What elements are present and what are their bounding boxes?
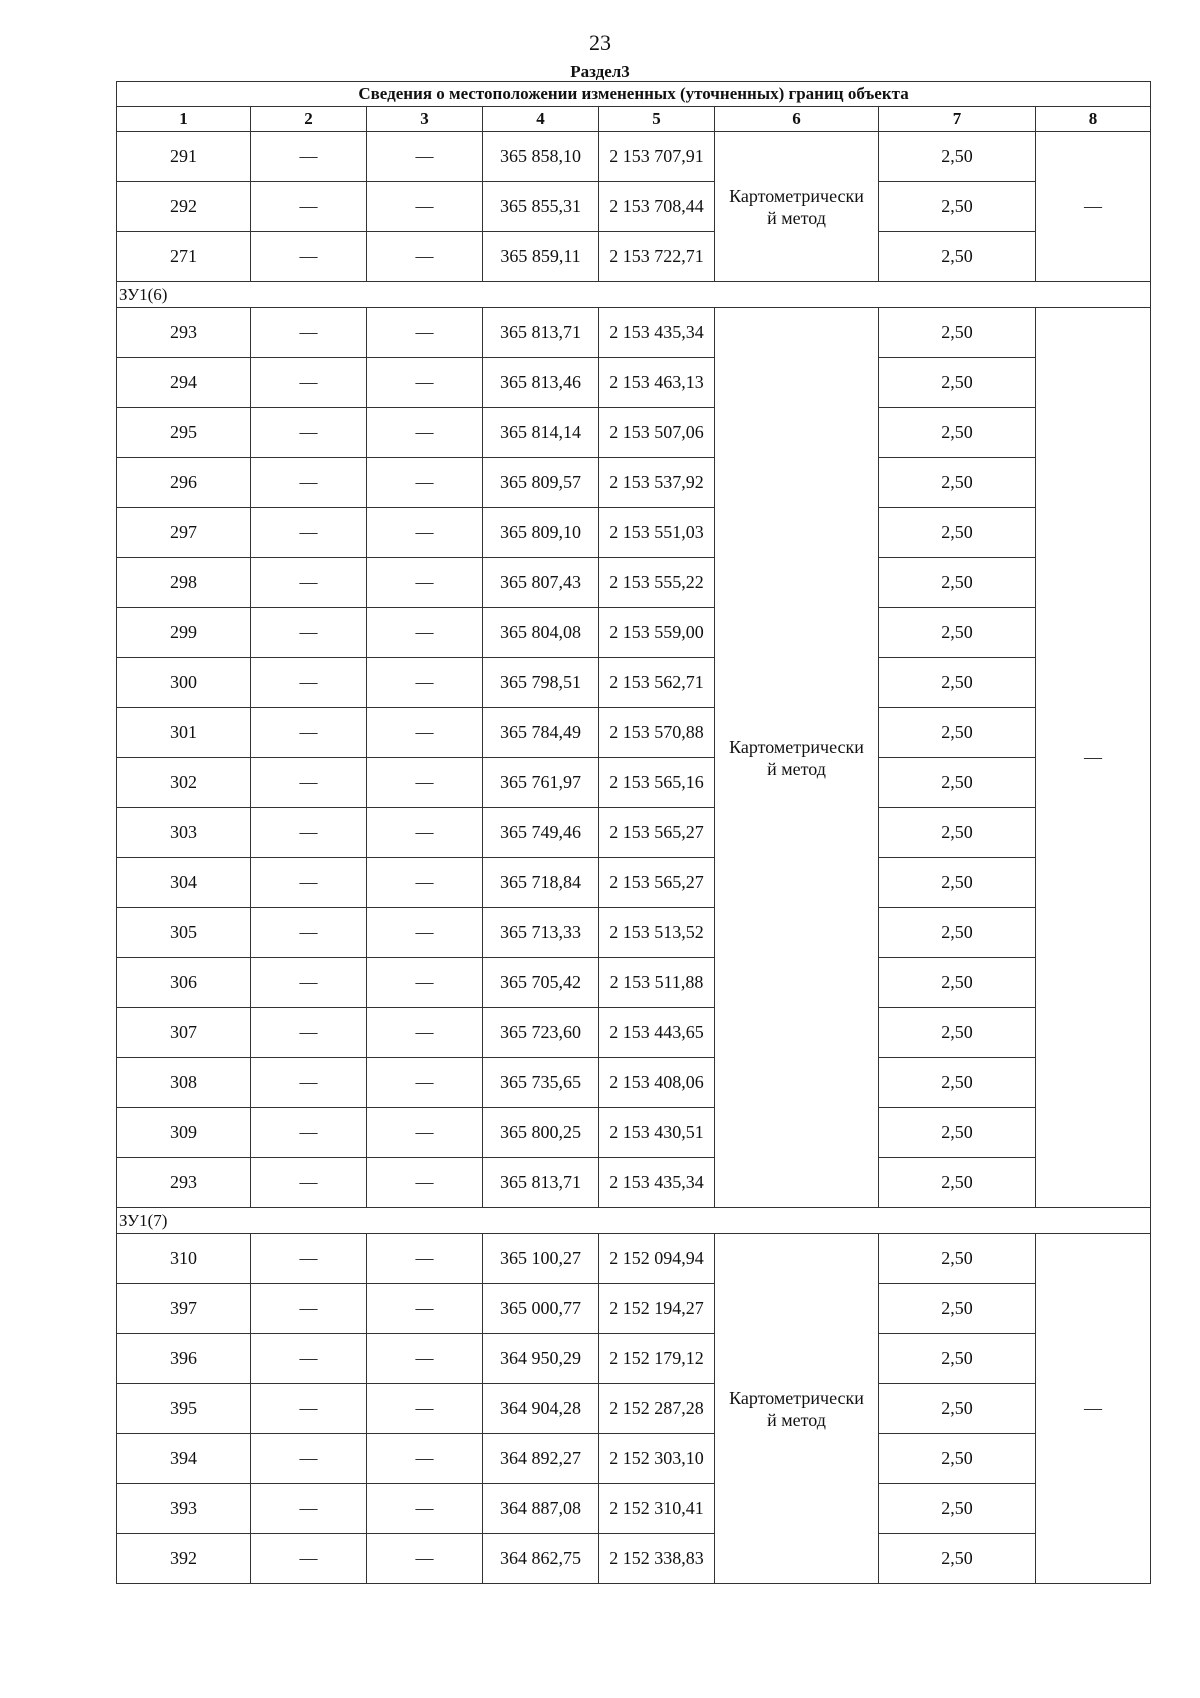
x-coordinate: 365 735,65 <box>483 1058 599 1108</box>
accuracy-value: 2,50 <box>879 958 1036 1008</box>
y-coordinate: 2 153 408,06 <box>599 1058 715 1108</box>
column-3-value: — <box>367 958 483 1008</box>
column-3-value: — <box>367 1334 483 1384</box>
y-coordinate: 2 153 463,13 <box>599 358 715 408</box>
x-coordinate: 364 950,29 <box>483 1334 599 1384</box>
table-row <box>117 1058 1151 1108</box>
accuracy-value: 2,50 <box>879 1058 1036 1108</box>
column-number: 5 <box>599 107 715 132</box>
column-3-value: — <box>367 508 483 558</box>
y-coordinate: 2 153 537,92 <box>599 458 715 508</box>
y-coordinate: 2 153 570,88 <box>599 708 715 758</box>
column-2-value: — <box>251 908 367 958</box>
column-3-value: — <box>367 1008 483 1058</box>
accuracy-value: 2,50 <box>879 1434 1036 1484</box>
column-3-value: — <box>367 408 483 458</box>
column-3-value: — <box>367 1158 483 1208</box>
column-2-value: — <box>251 408 367 458</box>
x-coordinate: 365 813,71 <box>483 308 599 358</box>
method-cell <box>715 132 879 282</box>
table-row <box>117 1534 1151 1584</box>
column-2-value: — <box>251 608 367 658</box>
x-coordinate: 365 858,10 <box>483 132 599 182</box>
column-8-value: — <box>1036 132 1151 282</box>
column-number: 7 <box>879 107 1036 132</box>
column-3-value: — <box>367 1484 483 1534</box>
table-caption-row <box>117 82 1151 107</box>
table-row <box>117 658 1151 708</box>
column-2-value: — <box>251 232 367 282</box>
point-number: 301 <box>117 708 251 758</box>
x-coordinate: 365 807,43 <box>483 558 599 608</box>
accuracy-value: 2,50 <box>879 1384 1036 1434</box>
table-row <box>117 1484 1151 1534</box>
point-number: 293 <box>117 308 251 358</box>
method-text-line-2: й метод <box>767 1409 826 1430</box>
table-row <box>117 1284 1151 1334</box>
column-3-value: — <box>367 308 483 358</box>
column-3-value: — <box>367 658 483 708</box>
accuracy-value: 2,50 <box>879 1158 1036 1208</box>
group-label-row <box>117 1208 1151 1234</box>
y-coordinate: 2 153 562,71 <box>599 658 715 708</box>
column-3-value: — <box>367 132 483 182</box>
column-8-value: — <box>1036 1234 1151 1584</box>
accuracy-value: 2,50 <box>879 508 1036 558</box>
x-coordinate: 364 904,28 <box>483 1384 599 1434</box>
x-coordinate: 365 814,14 <box>483 408 599 458</box>
x-coordinate: 364 887,08 <box>483 1484 599 1534</box>
table-row <box>117 132 1151 182</box>
column-2-value: — <box>251 758 367 808</box>
point-number: 302 <box>117 758 251 808</box>
accuracy-value: 2,50 <box>879 232 1036 282</box>
x-coordinate: 365 809,57 <box>483 458 599 508</box>
y-coordinate: 2 153 555,22 <box>599 558 715 608</box>
y-coordinate: 2 153 507,06 <box>599 408 715 458</box>
column-2-value: — <box>251 808 367 858</box>
y-coordinate: 2 153 707,91 <box>599 132 715 182</box>
table-row <box>117 858 1151 908</box>
column-3-value: — <box>367 458 483 508</box>
x-coordinate: 365 713,33 <box>483 908 599 958</box>
y-coordinate: 2 153 565,27 <box>599 858 715 908</box>
column-number: 4 <box>483 107 599 132</box>
method-text-line-2: й метод <box>767 207 826 228</box>
column-3-value: — <box>367 608 483 658</box>
table-row <box>117 458 1151 508</box>
point-number: 309 <box>117 1108 251 1158</box>
column-3-value: — <box>367 1234 483 1284</box>
point-number: 395 <box>117 1384 251 1434</box>
y-coordinate: 2 153 559,00 <box>599 608 715 658</box>
table-row <box>117 558 1151 608</box>
column-2-value: — <box>251 1058 367 1108</box>
point-number: 304 <box>117 858 251 908</box>
accuracy-value: 2,50 <box>879 182 1036 232</box>
point-number: 393 <box>117 1484 251 1534</box>
x-coordinate: 365 000,77 <box>483 1284 599 1334</box>
point-number: 294 <box>117 358 251 408</box>
column-2-value: — <box>251 308 367 358</box>
x-coordinate: 365 784,49 <box>483 708 599 758</box>
y-coordinate: 2 153 435,34 <box>599 308 715 358</box>
y-coordinate: 2 153 513,52 <box>599 908 715 958</box>
point-number: 295 <box>117 408 251 458</box>
column-3-value: — <box>367 1284 483 1334</box>
x-coordinate: 365 798,51 <box>483 658 599 708</box>
accuracy-value: 2,50 <box>879 1334 1036 1384</box>
column-3-value: — <box>367 1058 483 1108</box>
point-number: 297 <box>117 508 251 558</box>
group-label: ЗУ1(7) <box>117 1208 1151 1234</box>
column-2-value: — <box>251 1234 367 1284</box>
column-2-value: — <box>251 1108 367 1158</box>
accuracy-value: 2,50 <box>879 708 1036 758</box>
column-2-value: — <box>251 1334 367 1384</box>
column-3-value: — <box>367 232 483 282</box>
accuracy-value: 2,50 <box>879 608 1036 658</box>
point-number: 392 <box>117 1534 251 1584</box>
column-2-value: — <box>251 1434 367 1484</box>
point-number: 394 <box>117 1434 251 1484</box>
accuracy-value: 2,50 <box>879 758 1036 808</box>
group-label-row <box>117 282 1151 308</box>
point-number: 298 <box>117 558 251 608</box>
accuracy-value: 2,50 <box>879 858 1036 908</box>
accuracy-value: 2,50 <box>879 132 1036 182</box>
column-number: 2 <box>251 107 367 132</box>
column-2-value: — <box>251 358 367 408</box>
y-coordinate: 2 152 287,28 <box>599 1384 715 1434</box>
column-number: 3 <box>367 107 483 132</box>
accuracy-value: 2,50 <box>879 1108 1036 1158</box>
table-row <box>117 1334 1151 1384</box>
column-2-value: — <box>251 508 367 558</box>
column-2-value: — <box>251 558 367 608</box>
column-3-value: — <box>367 358 483 408</box>
y-coordinate: 2 153 430,51 <box>599 1108 715 1158</box>
column-3-value: — <box>367 808 483 858</box>
table-row <box>117 1158 1151 1208</box>
table-row <box>117 358 1151 408</box>
accuracy-value: 2,50 <box>879 1234 1036 1284</box>
column-3-value: — <box>367 1534 483 1584</box>
column-number: 6 <box>715 107 879 132</box>
group-label: ЗУ1(6) <box>117 282 1151 308</box>
column-number: 8 <box>1036 107 1151 132</box>
y-coordinate: 2 152 194,27 <box>599 1284 715 1334</box>
accuracy-value: 2,50 <box>879 808 1036 858</box>
method-text-line-1: Картометрически <box>729 1387 864 1408</box>
y-coordinate: 2 153 435,34 <box>599 1158 715 1208</box>
column-2-value: — <box>251 1284 367 1334</box>
x-coordinate: 365 100,27 <box>483 1234 599 1284</box>
point-number: 300 <box>117 658 251 708</box>
point-number: 397 <box>117 1284 251 1334</box>
method-text-line-1: Картометрически <box>729 185 864 206</box>
table-row <box>117 1234 1151 1284</box>
table-row <box>117 708 1151 758</box>
page-number: 23 <box>589 30 611 55</box>
table-row <box>117 958 1151 1008</box>
accuracy-value: 2,50 <box>879 558 1036 608</box>
point-number: 296 <box>117 458 251 508</box>
accuracy-value: 2,50 <box>879 1008 1036 1058</box>
column-3-value: — <box>367 558 483 608</box>
column-2-value: — <box>251 708 367 758</box>
column-number: 1 <box>117 107 251 132</box>
accuracy-value: 2,50 <box>879 358 1036 408</box>
x-coordinate: 365 761,97 <box>483 758 599 808</box>
table-row <box>117 1434 1151 1484</box>
x-coordinate: 364 862,75 <box>483 1534 599 1584</box>
column-2-value: — <box>251 1534 367 1584</box>
section-title: Раздел3 <box>570 62 630 81</box>
y-coordinate: 2 153 565,16 <box>599 758 715 808</box>
method-cell <box>715 1234 879 1584</box>
method-text-line-2: й метод <box>767 758 826 779</box>
x-coordinate: 365 718,84 <box>483 858 599 908</box>
x-coordinate: 365 813,71 <box>483 1158 599 1208</box>
column-3-value: — <box>367 1434 483 1484</box>
point-number: 307 <box>117 1008 251 1058</box>
accuracy-value: 2,50 <box>879 908 1036 958</box>
column-2-value: — <box>251 1158 367 1208</box>
x-coordinate: 365 804,08 <box>483 608 599 658</box>
column-2-value: — <box>251 132 367 182</box>
point-number: 271 <box>117 232 251 282</box>
table-caption: Сведения о местоположении измененных (уточненных) границ объекта <box>117 82 1151 107</box>
column-2-value: — <box>251 1008 367 1058</box>
table-row <box>117 908 1151 958</box>
column-3-value: — <box>367 758 483 808</box>
column-2-value: — <box>251 858 367 908</box>
column-3-value: — <box>367 858 483 908</box>
point-number: 305 <box>117 908 251 958</box>
accuracy-value: 2,50 <box>879 658 1036 708</box>
coordinates-table <box>116 81 1151 1584</box>
column-3-value: — <box>367 708 483 758</box>
point-number: 303 <box>117 808 251 858</box>
x-coordinate: 365 800,25 <box>483 1108 599 1158</box>
method-text-line-1: Картометрически <box>729 736 864 757</box>
column-3-value: — <box>367 1108 483 1158</box>
accuracy-value: 2,50 <box>879 1284 1036 1334</box>
y-coordinate: 2 153 511,88 <box>599 958 715 1008</box>
column-3-value: — <box>367 908 483 958</box>
column-number-row <box>117 107 1151 132</box>
y-coordinate: 2 152 310,41 <box>599 1484 715 1534</box>
x-coordinate: 365 809,10 <box>483 508 599 558</box>
column-3-value: — <box>367 1384 483 1434</box>
accuracy-value: 2,50 <box>879 408 1036 458</box>
table-row <box>117 758 1151 808</box>
column-2-value: — <box>251 458 367 508</box>
x-coordinate: 365 723,60 <box>483 1008 599 1058</box>
accuracy-value: 2,50 <box>879 458 1036 508</box>
y-coordinate: 2 152 179,12 <box>599 1334 715 1384</box>
y-coordinate: 2 152 094,94 <box>599 1234 715 1284</box>
table-row <box>117 1108 1151 1158</box>
point-number: 306 <box>117 958 251 1008</box>
table-row <box>117 1008 1151 1058</box>
y-coordinate: 2 153 443,65 <box>599 1008 715 1058</box>
column-2-value: — <box>251 1484 367 1534</box>
x-coordinate: 365 813,46 <box>483 358 599 408</box>
y-coordinate: 2 153 565,27 <box>599 808 715 858</box>
column-3-value: — <box>367 182 483 232</box>
y-coordinate: 2 153 708,44 <box>599 182 715 232</box>
column-2-value: — <box>251 1384 367 1434</box>
x-coordinate: 365 705,42 <box>483 958 599 1008</box>
y-coordinate: 2 152 338,83 <box>599 1534 715 1584</box>
x-coordinate: 365 855,31 <box>483 182 599 232</box>
method-cell <box>715 308 879 1208</box>
table-row <box>117 1384 1151 1434</box>
table-row <box>117 232 1151 282</box>
accuracy-value: 2,50 <box>879 308 1036 358</box>
column-2-value: — <box>251 182 367 232</box>
y-coordinate: 2 153 722,71 <box>599 232 715 282</box>
table-row <box>117 182 1151 232</box>
accuracy-value: 2,50 <box>879 1484 1036 1534</box>
y-coordinate: 2 153 551,03 <box>599 508 715 558</box>
table-row <box>117 308 1151 358</box>
point-number: 293 <box>117 1158 251 1208</box>
point-number: 292 <box>117 182 251 232</box>
point-number: 291 <box>117 132 251 182</box>
column-2-value: — <box>251 658 367 708</box>
point-number: 299 <box>117 608 251 658</box>
table-row <box>117 808 1151 858</box>
x-coordinate: 365 859,11 <box>483 232 599 282</box>
y-coordinate: 2 152 303,10 <box>599 1434 715 1484</box>
table-row <box>117 408 1151 458</box>
column-2-value: — <box>251 958 367 1008</box>
column-8-value: — <box>1036 308 1151 1208</box>
point-number: 396 <box>117 1334 251 1384</box>
x-coordinate: 364 892,27 <box>483 1434 599 1484</box>
point-number: 310 <box>117 1234 251 1284</box>
x-coordinate: 365 749,46 <box>483 808 599 858</box>
table-row <box>117 608 1151 658</box>
point-number: 308 <box>117 1058 251 1108</box>
accuracy-value: 2,50 <box>879 1534 1036 1584</box>
table-row <box>117 508 1151 558</box>
